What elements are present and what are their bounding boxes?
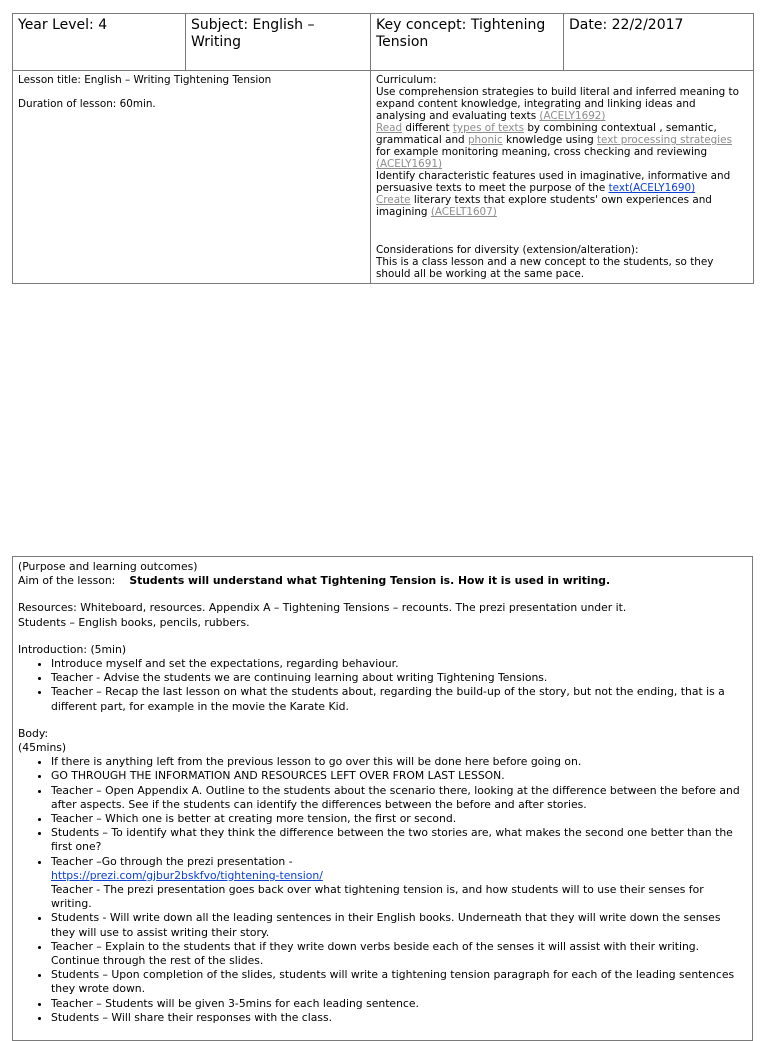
list-item: • Teacher – Explain to the students that if they write down verbs beside each of the senses it will assist with their writing. Continue through the rest of the slides. (51, 940, 747, 968)
text-processing-link[interactable]: text processing strategies (596, 134, 732, 146)
curriculum-cell (371, 71, 754, 284)
list-item: • Teacher – Recap the last lesson on what the students about, regarding the build-up of the story, but not the ending, that is a different part, for example in the movie the Karate Kid. (51, 685, 747, 713)
purpose-heading: (Purpose and learning outcomes) (18, 560, 198, 573)
student-resources-line: Students – English books, pencils, rubbers. (18, 615, 250, 629)
lesson-info-cell (13, 71, 371, 284)
lesson-title: Lesson title: English – Writing Tightening Tension (18, 74, 272, 86)
body-heading: Body: (18, 726, 49, 740)
year-level-cell: Year Level: 4 (13, 14, 186, 71)
create-link[interactable]: Create (376, 194, 411, 206)
curriculum-link-acely1691[interactable]: (ACELY1691) (376, 158, 443, 170)
lesson-header-table (12, 13, 754, 284)
introduction-heading: Introduction: (5min) (18, 642, 127, 656)
list-item: • Teacher – Students will be given 3-5mins for each leading sentence. (51, 997, 747, 1011)
list-item: • Students - Will write down all the leading sentences in their English books. Underneath that they will write down the senses they will use to assist writing their story. (51, 911, 747, 939)
aim-line (18, 574, 747, 588)
list-item: • Teacher – Which one is better at creating more tension, the first or second. (51, 812, 747, 826)
resources-line: Resources: Whiteboard, resources. Appendix A – Tightening Tensions – recounts. The prezi presentation under it. (18, 601, 627, 615)
curriculum-item-create: Create literary texts that explore students' own experiences and imagining (ACELT1607) (376, 194, 712, 218)
list-item-prezi (51, 855, 747, 912)
read-link[interactable]: Read (376, 122, 403, 134)
prezi-description: Teacher - The prezi presentation goes back over what tightening tension is, and how students will to use their senses for writing. (51, 883, 704, 911)
types-of-texts-link[interactable]: types of texts (452, 122, 525, 134)
aim-label: Aim of the lesson: (18, 574, 116, 588)
list-item: • Teacher - Advise the students we are continuing learning about writing Tightening Tensions. (51, 671, 747, 685)
list-item: • If there is anything left from the previous lesson to go over this will be done here before going on. (51, 755, 747, 769)
lesson-duration: Duration of lesson: 60min. (18, 98, 156, 110)
list-item: • GO THROUGH THE INFORMATION AND RESOURCES LEFT OVER FROM LAST LESSON. (51, 769, 747, 783)
prezi-link[interactable]: https://prezi.com/gjbur2bskfvo/tightening-tension/ (51, 868, 323, 882)
list-item: • Students – Will share their responses with the class. (51, 1011, 747, 1025)
subject-cell: Subject: English – Writing (186, 14, 371, 71)
lesson-plan-box (12, 556, 753, 1041)
list-item: • Students – Upon completion of the slides, students will write a tightening tension paragraph for each of the leading sentences they wrote down. (51, 968, 747, 996)
key-concept-cell: Key concept: Tightening Tension (371, 14, 564, 71)
body-list (18, 755, 747, 1025)
details-row (13, 71, 754, 284)
phonic-link[interactable]: phonic (467, 134, 503, 146)
curriculum-link-acely1690[interactable]: text(ACELY1690) (608, 182, 696, 194)
body-duration: (45mins) (18, 741, 67, 755)
diversity-heading: Considerations for diversity (extension/alteration): (376, 244, 639, 256)
curriculum-link-acely1692[interactable]: (ACELY1692) (539, 110, 606, 122)
list-item: • Introduce myself and set the expectations, regarding behaviour. (51, 657, 747, 671)
diversity-text: This is a class lesson and a new concept to the students, so they should all be working at the same pace. (376, 256, 714, 280)
prezi-intro: Teacher –Go through the prezi presentation - (51, 854, 293, 868)
curriculum-item-identify: Identify characteristic features used in imaginative, informative and persuasive texts to meet the purpose of the text(ACELY1690) (376, 170, 731, 194)
date-cell: Date: 22/2/2017 (564, 14, 754, 71)
curriculum-item-read: Read different types of texts by combining contextual , semantic, grammatical and phonic knowledge using text processing strategies for example monitoring meaning, cross checking and reviewing (ACELY1691) (376, 122, 732, 170)
aim-text: Students will understand what Tightening Tension is. How it is used in writing. (129, 574, 611, 588)
curriculum-heading: Curriculum: (376, 74, 437, 86)
list-item: • Students – To identify what they think the difference between the two stories are, what makes the second one better than the first one? (51, 826, 747, 854)
introduction-list (18, 657, 747, 714)
curriculum-item-comprehension: Use comprehension strategies to build literal and inferred meaning to expand content knowledge, integrating and linking ideas and analysing and evaluating texts (ACELY1692) (376, 86, 739, 122)
header-row (13, 14, 754, 71)
list-item: • Teacher – Open Appendix A. Outline to the students about the scenario there, looking at the difference between the before and after aspects. See if the students can identify the differences between the before and after stories. (51, 784, 747, 812)
curriculum-link-acelt1607[interactable]: (ACELT1607) (430, 206, 497, 218)
